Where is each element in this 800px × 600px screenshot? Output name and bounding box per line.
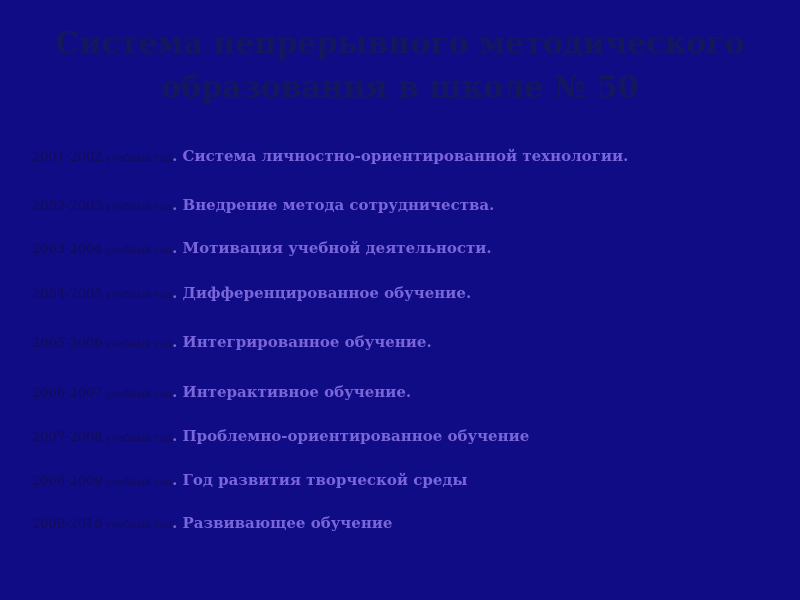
item-text: Мотивация учебной деятельности.	[182, 239, 492, 257]
slide-title-line-1: Система непрерывного методического	[55, 26, 745, 61]
list-item-2008-2009: 2008-2009 учебный год. Год развития творческой среды	[32, 471, 468, 489]
slide-title-line-2: образования в школе № 50	[161, 70, 639, 105]
list-item-2009-2010: 2009-2010 учебный год. Развивающее обучение	[32, 514, 393, 532]
item-text: Внедрение метода сотрудничества.	[182, 196, 495, 214]
item-text: Система личностно-ориентированной технологии.	[182, 147, 629, 165]
list-item-2003-2004: 2003-2004 учебный год. Мотивация учебной деятельности.	[32, 239, 492, 257]
year-label: 2009-2010 учебный год	[32, 517, 173, 532]
year-label: 2005-2006 учебный год	[32, 336, 173, 351]
year-label: 2008-2009 учебный год	[32, 474, 173, 489]
year-label: 2004-2005 учебный год	[32, 287, 173, 302]
list-item-2007-2008: 2007-2008 учебный год. Проблемно-ориентированное обучение	[32, 427, 530, 445]
item-text: Интегрированное обучение.	[182, 333, 432, 351]
list-item-2006-2007: 2006-2007 учебный год. Интерактивное обучение.	[32, 383, 412, 401]
item-text: Год развития творческой среды	[182, 471, 468, 489]
year-label: 2007-2008 учебный год	[32, 430, 173, 445]
year-label: 2006-2007 учебный год	[32, 386, 173, 401]
year-label: 2003-2004 учебный год	[32, 242, 173, 257]
slide-title	[20, 22, 780, 110]
list-item-2004-2005: 2004-2005 учебный год. Дифференцированное обучение.	[32, 284, 472, 302]
item-text: Дифференцированное обучение.	[182, 284, 472, 302]
year-label: 2002-2003 учебный год	[32, 199, 173, 214]
list-item-2001-2002: 2001-2002 учебный год. Система личностно-ориентированной технологии.	[32, 147, 629, 165]
item-text: Проблемно-ориентированное обучение	[182, 427, 530, 445]
item-text: Интерактивное обучение.	[182, 383, 412, 401]
year-label: 2001-2002 учебный год	[32, 150, 173, 165]
list-item-2002-2003: 2002-2003 учебный год. Внедрение метода сотрудничества.	[32, 196, 495, 214]
item-text: Развивающее обучение	[182, 514, 393, 532]
list-item-2005-2006: 2005-2006 учебный год. Интегрированное обучение.	[32, 333, 432, 351]
